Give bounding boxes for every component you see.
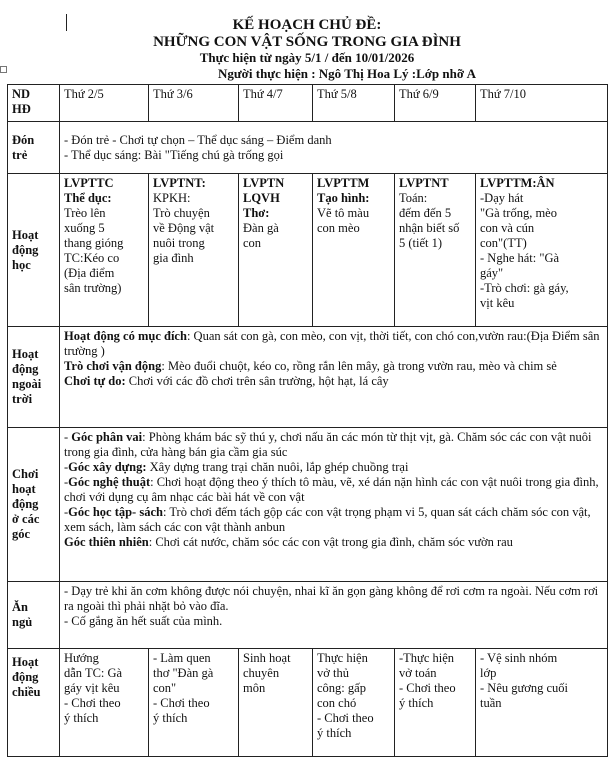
afternoon-cell: Thực hiện vở thủ công: gấp con chó - Chơi theo ý thích (313, 649, 395, 757)
day-header: Thứ 4/7 (239, 85, 313, 122)
lesson-cell: LVPTTM Tạo hình: Vẽ tô màu con mèo (313, 174, 395, 327)
afternoon-cell: Hướng dẫn TC: Gà gáy vịt kêu - Chơi theo ý thích (60, 649, 149, 757)
ngoai-troi-content: Hoạt động có mục đích: Quan sát con gà, con mèo, con vịt, thời tiết, con chó con,vườn rau:(Địa Điểm sân trường ) Trò chơi vận động: Mèo đuổi chuột, kéo co, rồng rắn lên mây, gà trong vườn rau, mèo và chim sẻ Chơi tự do: Chơi với các đồ chơi trên sân trường, hột hạt, lá cây (60, 327, 608, 428)
day-header: Thứ 6/9 (395, 85, 476, 122)
an-ngu-row (8, 582, 608, 649)
weekly-plan-table (7, 84, 608, 757)
lesson-cell: LVPTTC Thể dục: Trèo lên xuống 5 thang gióng TC:Kéo co (Địa điểm sân trường) (60, 174, 149, 327)
date-range: Thực hiện từ ngày 5/1 / đến 10/01/2026 (199, 50, 415, 65)
lesson-cell: LVPTNT Toán: đếm đến 5 nhận biết số 5 (tiết 1) (395, 174, 476, 327)
row-label: Hoạt động học (8, 174, 60, 327)
teacher-line: Người thực hiện : Ngô Thị Hoa Lý :Lớp nhỡ A (217, 66, 476, 81)
day-header: Thứ 3/6 (149, 85, 239, 122)
afternoon-cell: -Thực hiện vở toán - Chơi theo ý thích (395, 649, 476, 757)
an-ngu-content: - Dạy trẻ khi ăn cơm không được nói chuyện, nhai kĩ ăn gọn gàng không để rơi cơm ra ngoài. Nếu cơm rơi ra ngoài thì phải nhặt bỏ vào đĩa. - Cố gắng ăn hết suất của mình. (60, 582, 608, 649)
corner-hd: HĐ (12, 102, 31, 116)
goc-row (8, 428, 608, 582)
lesson-cell: LVPTN LQVH Thơ: Đàn gà con (239, 174, 313, 327)
afternoon-cell: - Làm quen thơ "Đàn gà con" - Chơi theo ý thích (149, 649, 239, 757)
row-label: Ăn ngủ (8, 582, 60, 649)
afternoon-cell: - Vệ sinh nhóm lớp - Nêu gương cuối tuần (476, 649, 608, 757)
ngoai-troi-row (8, 327, 608, 428)
goc-content: - Góc phân vai: Phòng khám bác sỹ thú y, chơi nấu ăn các món từ thịt vịt, gà. Chăm sóc các con vật nuôi trong gia đình, cửa hàng bán gia cầm gia súc -Góc xây dựng: Xây dựng trang trại chăn nuôi, lắp ghép chuồng trại -Góc nghệ thuật: Chơi hoạt động theo ý thích tô màu, vẽ, xé dán nặn hình các con vật nuôi trong gia đình, chơi với dụng cụ âm nhạc các bài hát về con vật -Góc học tập- sách: Trò chơi đếm tách gộp các con vật trọng phạm vi 5, quan sát cách chăm sóc con vật, xem sách, làm sách các con vật thành anbun Góc thiên nhiên: Chơi cát nước, chăm sóc các con vật trong gia đình, chăm sóc vườn rau (60, 428, 608, 582)
row-label: Hoạt động ngoài trời (8, 327, 60, 428)
lesson-cell: LVPTTM:ÂN -Dạy hát "Gà trống, mèo con và cún con"(TT) - Nghe hát: "Gà gáy" -Trò chơi: gà gáy, vịt kêu (476, 174, 608, 327)
day-header: Thứ 5/8 (313, 85, 395, 122)
document-header (0, 16, 614, 82)
row-label: Hoạt động chiều (8, 649, 60, 757)
don-tre-content: - Đón trẻ - Chơi tự chọn – Thể dục sáng – Điểm danh - Thể dục sáng: Bài "Tiếng chú gà trống gọi (60, 122, 608, 174)
lesson-cell: LVPTNT: KPKH: Trò chuyện về Động vật nuôi trong gia đình (149, 174, 239, 327)
theme-title: NHỮNG CON VẬT SỐNG TRONG GIA ĐÌNH (153, 34, 461, 50)
hoat-dong-hoc-row (8, 174, 608, 327)
don-tre-row (8, 122, 608, 174)
day-header: Thứ 2/5 (60, 85, 149, 122)
afternoon-cell: Sinh hoạt chuyên môn (239, 649, 313, 757)
corner-nd: ND (12, 87, 31, 101)
corner-cell (8, 85, 60, 122)
row-label: Chơi hoạt động ở các góc (8, 428, 60, 582)
chieu-row (8, 649, 608, 757)
plan-title: KẾ HOẠCH CHỦ ĐỀ: (232, 17, 382, 33)
table-header-row (8, 85, 608, 122)
day-header: Thứ 7/10 (476, 85, 608, 122)
row-label: Đón trẻ (8, 122, 60, 174)
